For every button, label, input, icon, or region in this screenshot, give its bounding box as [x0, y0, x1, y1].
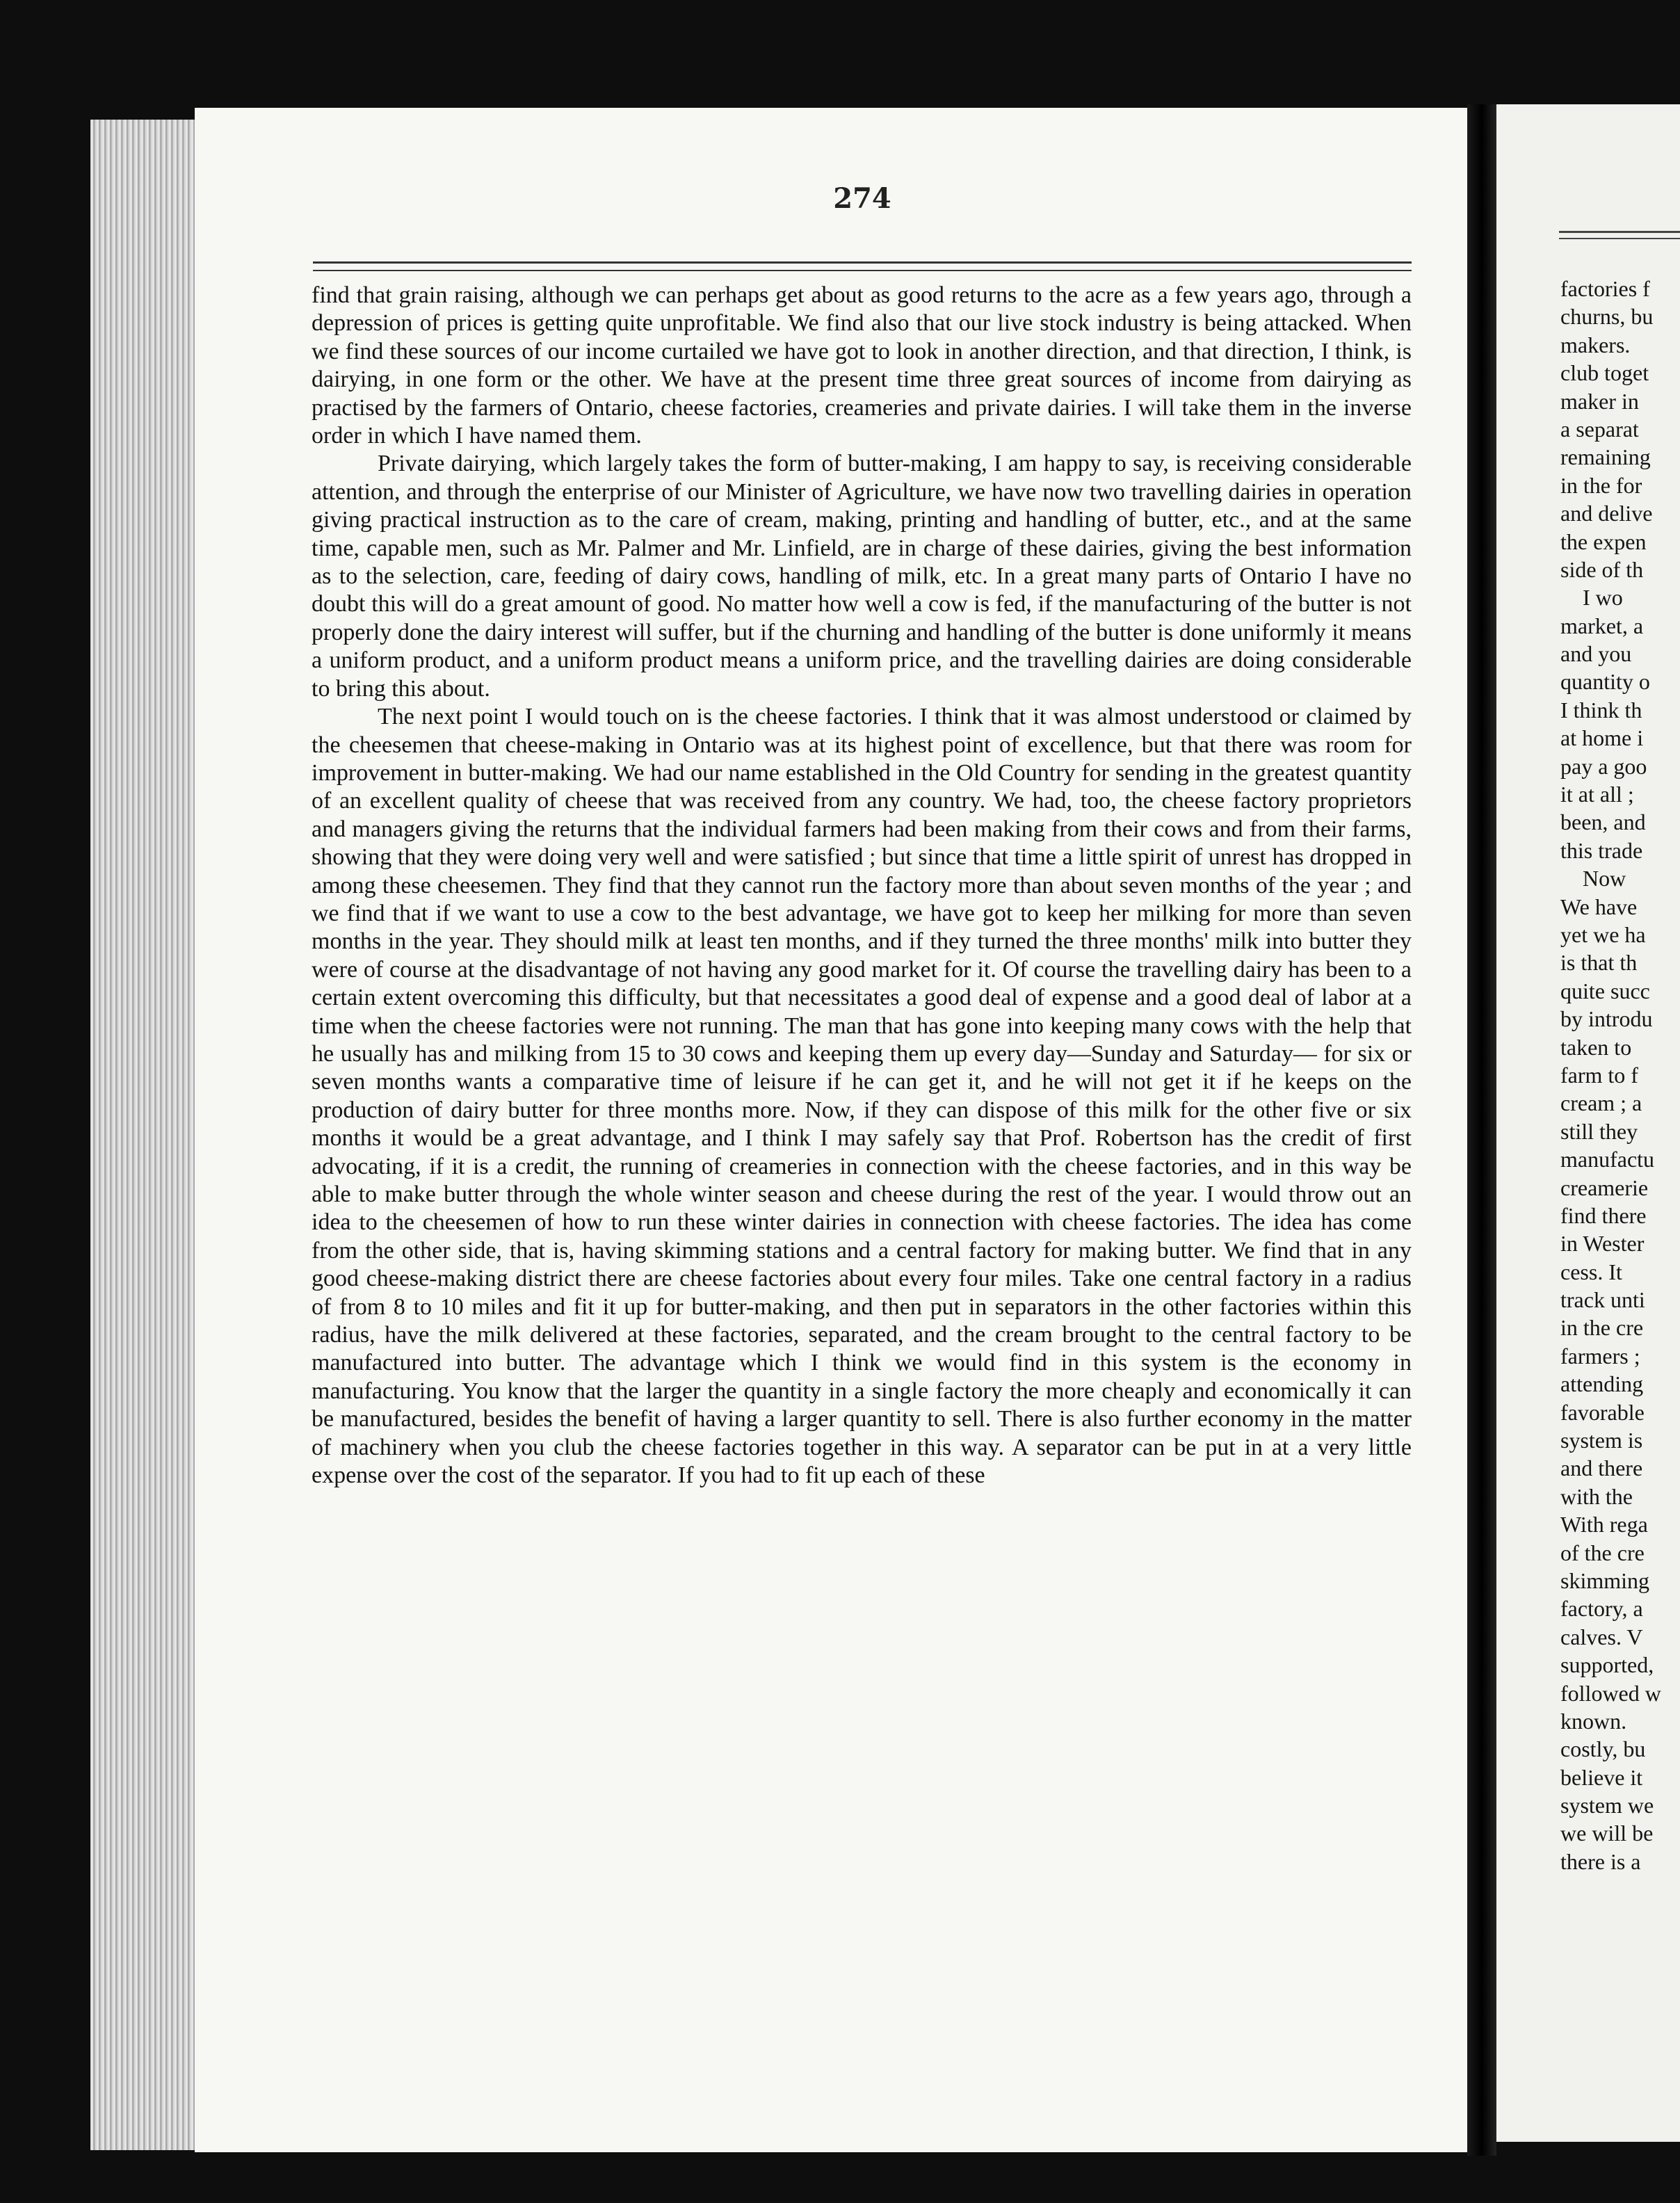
- right-page-line: farmers ;: [1560, 1343, 1640, 1369]
- right-page-line: taken to: [1560, 1034, 1632, 1060]
- right-page-line: Now: [1583, 866, 1626, 891]
- right-page-line: still they: [1560, 1118, 1638, 1144]
- right-page-line: We have: [1560, 894, 1638, 919]
- right-page-line: calves. V: [1560, 1624, 1643, 1649]
- right-page-line: supported,: [1560, 1652, 1654, 1678]
- right-page-line: with the: [1560, 1483, 1633, 1509]
- right-page-line: and delive: [1560, 501, 1653, 526]
- right-page-line: I wo: [1583, 585, 1623, 611]
- right-page-line: churns, bu: [1560, 304, 1654, 330]
- right-page-line: this trade: [1560, 837, 1643, 863]
- right-page-line: costly, bu: [1560, 1736, 1646, 1762]
- right-page-line: in the cre: [1560, 1315, 1644, 1341]
- right-page-line: by introdu: [1560, 1006, 1653, 1032]
- right-page-line: quantity o: [1560, 669, 1650, 695]
- right-page-line: remaining: [1560, 444, 1651, 470]
- right-page-line: in the for: [1560, 472, 1642, 498]
- paragraph-2: Private dairying, which largely takes the form of butter-making, I am happy to say, is receiving considerable attention, and through the enterprise of our Minister of Agriculture, we have now two travelling dairies in operation giving practical instruction as to the care of cream, making, printing and handling of butter, etc., and at the same time, capable men, such as Mr. Palmer and Mr. Linfield, are in charge of these dairies, giving the best information as to the selection, care, feeding of dairy cows, handling of milk, etc. In a great many parts of Ontario I have no doubt this will do a great amount of good. No matter how well a cow is fed, if the manufacturing of the butter is not properly done the dairy interest will suffer, but if the churning and handling of the butter is done uniformly it means a uniform product, and a uniform product means a uniform price, and the travelling dairies are doing considerable to bring this about.: [312, 451, 1412, 702]
- right-page-line: of the cre: [1560, 1540, 1645, 1565]
- right-page-line: market, a: [1560, 613, 1644, 638]
- right-page-line: maker in: [1560, 388, 1639, 414]
- right-header-rule: [1559, 231, 1680, 233]
- left-page-body: [312, 282, 1412, 1490]
- right-page-line: system is: [1560, 1428, 1643, 1453]
- right-page-line: it at all ;: [1560, 782, 1634, 807]
- paragraph-1: find that grain raising, although we can perhaps get about as good returns to the acre as a few years ago, through a depression of prices is getting quite unprofitable. We find also that our live stock industry is being attacked. When we find these sources of our income curtailed we have got to look in another direction, and that direction, I think, is dairying, in one form or the other. We have at the present time three great sources of income from dairying as practised by the farmers of Ontario, cheese factories, creameries and private dairies. I will take them in the inverse order in which I have named them.: [312, 282, 1412, 449]
- right-page-line: at home i: [1560, 725, 1644, 751]
- book-page-edges: [90, 120, 202, 2150]
- paragraph-3: The next point I would touch on is the cheese factories. I think that it was almost understood or claimed by the cheesemen that cheese-making in Ontario was at its highest point of excellence, but that there was room for improvement in butter-making. We had our name established in the Old Country for sending in the greatest quantity of an excellent quality of cheese that was received from any country. We had, too, the cheese factory proprietors and managers giving the returns that the individual farmers had been making from their cows and from their farms, showing that they were doing very well and were satisfied ; but since that time a little spirit of unrest has dropped in among these cheesemen. They find that they cannot run the factory more than about seven months of the year ; and we find that if we want to use a cow to the best advantage, we have got to keep her milking for more than seven months in the year. They should milk at least ten months, and if they turned the three months' milk into butter they were of course at the disadvantage of not having any good market for it. Of course the travelling dairy has been to a certain extent overcoming this difficulty, but that necessitates a good deal of expense and a good deal of labor at a time when the cheese factories were not running. The man that has gone into keeping many cows with the help that he usually has and milking from 15 to 30 cows and keeping them up every day—Sunday and Saturday— for six or seven months wants a comparative time of leisure if he can get it, and he will not get it if he keeps on the production of dairy butter for three months more. Now, if they can dispose of this milk for the other five or six months it would be a great advantage, and I think I may safely say that Prof. Robertson has the credit of first advocating, if it is a credit, the running of creameries in connection with the cheese factories, and in this way be able to make butter through the whole winter season and cheese during the rest of the year. I would throw out an idea to the cheesemen of how to run these winter dairies in connection with cheese factories. The idea has come from the other side, that is, having skimming stations and a central factory for making butter. We find that in any good cheese-making district there are cheese factories about every four miles. Take one central factory in a radius of from 8 to 10 miles and fit it up for butter-making, and then put in separators in the other factories within this radius, have the milk delivered at these factories, separated, and the cream brought to the central factory to be manufactured into butter. The advantage which I think we would find in this system is the economy in manufacturing. You know that the larger the quantity in a single factory the more cheaply and economically it can be manufactured, besides the benefit of having a larger quantity to sell. There is also further economy in the matter of machinery when you club the cheese factories together in this way. A separator can be put in at a very little expense over the cost of the separator. If you had to fit up each of these: [312, 704, 1412, 1489]
- right-page-line: pay a goo: [1560, 753, 1647, 779]
- right-page-line: makers.: [1560, 332, 1631, 357]
- right-page-line: side of th: [1560, 556, 1644, 582]
- right-page-line: followed w: [1560, 1680, 1661, 1706]
- right-page-line: manufactu: [1560, 1147, 1655, 1172]
- right-page-line: cess. It: [1560, 1259, 1622, 1284]
- right-page-line: farm to f: [1560, 1062, 1638, 1088]
- right-page-line: system we: [1560, 1793, 1654, 1818]
- right-page-line: creamerie: [1560, 1175, 1649, 1200]
- right-page-line: the expen: [1560, 528, 1647, 554]
- right-page-line: and there: [1560, 1455, 1643, 1481]
- right-page-line: track unti: [1560, 1287, 1645, 1313]
- right-page-line: been, and: [1560, 809, 1646, 835]
- right-page-line: I think th: [1560, 697, 1642, 723]
- right-page-line: attending: [1560, 1371, 1644, 1397]
- right-page-line: factory, a: [1560, 1596, 1643, 1622]
- right-page-line: find there: [1560, 1202, 1647, 1228]
- page-number: 274: [833, 182, 891, 215]
- right-page-line: With rega: [1560, 1512, 1648, 1538]
- right-page-line: skimming: [1560, 1567, 1650, 1593]
- right-page-line: in Wester: [1560, 1231, 1645, 1257]
- right-page-line: yet we ha: [1560, 921, 1646, 947]
- right-page-line: favorable: [1560, 1399, 1645, 1425]
- right-page-line: factories f: [1560, 276, 1650, 301]
- right-page-line: there is a: [1560, 1848, 1641, 1874]
- right-page-text: [1560, 275, 1680, 1875]
- right-header-rule-thin: [1559, 238, 1680, 239]
- header-rule: [313, 261, 1412, 264]
- right-page-line: a separat: [1560, 416, 1639, 442]
- right-page-line: quite succ: [1560, 978, 1650, 1003]
- right-page-line: we will be: [1560, 1821, 1654, 1846]
- right-page-line: and you: [1560, 641, 1632, 667]
- right-page-line: believe it: [1560, 1764, 1643, 1790]
- right-page-line: cream ; a: [1560, 1090, 1642, 1116]
- right-page-line: known.: [1560, 1708, 1627, 1734]
- right-page-line: is that th: [1560, 950, 1638, 976]
- right-page-line: club toget: [1560, 360, 1649, 386]
- header-rule-thin: [313, 270, 1412, 271]
- book-gutter: [1467, 104, 1496, 2156]
